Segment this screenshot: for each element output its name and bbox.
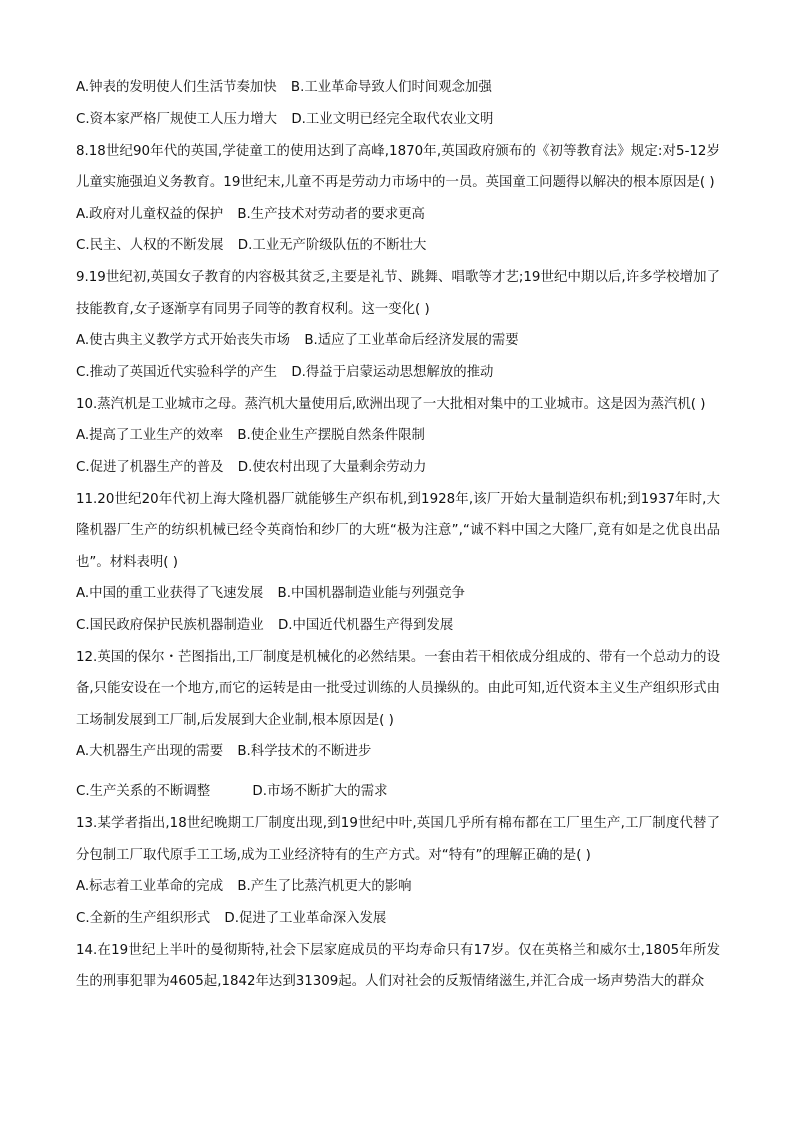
question-13-stem: 13.某学者指出,18世纪晚期工厂制度出现,到19世纪中叶,英国几乎所有棉布都在工厂里生产,工厂制度代替了分包制工厂取代原手工工场,成为工业经济特有的生产方式。对“特有”的理解正确的是( ) [76, 816, 720, 863]
exam-page [76, 78, 720, 1004]
question-11-options-row-2 [76, 616, 720, 636]
question-7-option-c: C.资本家严格厂规使工人压力增大 [76, 111, 278, 127]
question-8-stem: 8.18世纪90年代的英国,学徒童工的使用达到了高峰,1870年,英国政府颁布的《初等教育法》规定:对5-12岁儿童实施强迫义务教育。19世纪末,儿童不再是劳动力市场中的一员。英国童工问题得以解决的根本原因是( ) [76, 143, 720, 190]
question-12-option-a: A.大机器生产出现的需要 [76, 744, 224, 759]
question-12-option-c: C.生产关系的不断调整 [76, 784, 211, 799]
question-11-option-b: B.中国机器制造业能与列强竞争 [277, 586, 466, 601]
question-12-options-row-2 [76, 782, 720, 802]
question-10-option-b: B.使企业生产摆脱自然条件限制 [237, 428, 425, 443]
question-8-option-a: A.政府对儿童权益的保护 [76, 206, 224, 222]
question-12-option-d: D.市场不断扩大的需求 [252, 784, 388, 799]
question-8-options-row-2 [76, 236, 720, 256]
question-13-option-b: B.产生了比蒸汽机更大的影响 [237, 879, 412, 894]
question-11-option-d: D.中国近代机器生产得到发展 [277, 617, 454, 633]
question-7-options-row-1 [76, 78, 720, 98]
question-8-options-row-1 [76, 205, 720, 225]
question-10-option-d: D.使农村出现了大量剩余劳动力 [237, 459, 427, 475]
question-11-option-c: C.国民政府保护民族机器制造业 [76, 617, 264, 633]
question-13-option-a: A.标志着工业革命的完成 [76, 879, 224, 894]
question-9-option-a: A.使古典主义教学方式开始丧失市场 [76, 333, 291, 348]
question-11-option-a: A.中国的重工业获得了飞速发展 [76, 586, 264, 601]
question-13-option-d: D.促进了工业革命深入发展 [224, 910, 387, 926]
question-12-options-row-1 [76, 742, 720, 762]
question-7-options-row-2 [76, 110, 720, 130]
question-10-stem: 10.蒸汽机是工业城市之母。蒸汽机大量使用后,欧洲出现了一大批相对集中的工业城市。这是因为蒸汽机( ) [76, 396, 706, 412]
question-10-option-c: C.促进了机器生产的普及 [76, 459, 224, 475]
question-8-option-b: B.生产技术对劳动者的要求更高 [237, 206, 425, 222]
question-9-option-c: C.推动了英国近代实验科学的产生 [76, 364, 278, 380]
question-11-stem: 11.20世纪20年代初上海大隆机器厂就能够生产织布机,到1928年,该厂开始大量制造织布机;到1937年时,大隆机器厂生产的纺织机械已经令英商怡和纱厂的大班“极为注意”,“诚不料中国之大隆厂,竟有如是之优良出品也”。材料表明( ) [76, 491, 720, 570]
question-10-options-row-1 [76, 426, 720, 446]
question-9-option-d: D.得益于启蒙运动思想解放的推动 [291, 364, 494, 380]
question-14-stem: 14.在19世纪上半叶的曼彻斯特,社会下层家庭成员的平均寿命只有17岁。仅在英格兰和威尔士,1805年所发生的刑事犯罪为4605起,1842年达到31309起。人们对社会的反叛情绪滋生,并汇合成一场声势浩大的群众 [76, 942, 720, 989]
question-11-options-row-1 [76, 584, 720, 604]
question-12-option-b: B.科学技术的不断进步 [237, 744, 372, 759]
question-9-stem: 9.19世纪初,英国女子教育的内容极其贫乏,主要是礼节、跳舞、唱歌等才艺;19世纪中期以后,许多学校增加了技能教育,女子逐渐享有同男子同等的教育权利。这一变化( ) [76, 270, 720, 317]
question-10-option-a: A.提高了工业生产的效率 [76, 428, 224, 443]
question-13-options-row-2 [76, 909, 720, 929]
question-13-option-c: C.全新的生产组织形式 [76, 910, 211, 926]
question-8-option-d: D.工业无产阶级队伍的不断壮大 [237, 238, 427, 253]
question-9-options-row-2 [76, 363, 720, 383]
question-7-option-b: B.工业革命导致人们时间观念加强 [290, 80, 492, 95]
question-7-option-a: A.钟表的发明使人们生活节奏加快 [76, 80, 277, 95]
question-9-options-row-1 [76, 331, 720, 351]
question-10-options-row-2 [76, 458, 720, 478]
question-7-option-d: D.工业文明已经完全取代农业文明 [291, 111, 494, 127]
question-12-stem: 12.英国的保尔・芒图指出,工厂制度是机械化的必然结果。一套由若干相依成分组成的、带有一个总动力的设备,只能安设在一个地方,而它的运转是由一批受过训练的人员操纵的。由此可知,近代资本主义生产组织形式由工场制发展到工厂制,后发展到大企业制,根本原因是( ) [76, 649, 720, 728]
question-13-options-row-1 [76, 877, 720, 897]
question-8-option-c: C.民主、人权的不断发展 [76, 238, 224, 253]
question-9-option-b: B.适应了工业革命后经济发展的需要 [304, 333, 519, 348]
